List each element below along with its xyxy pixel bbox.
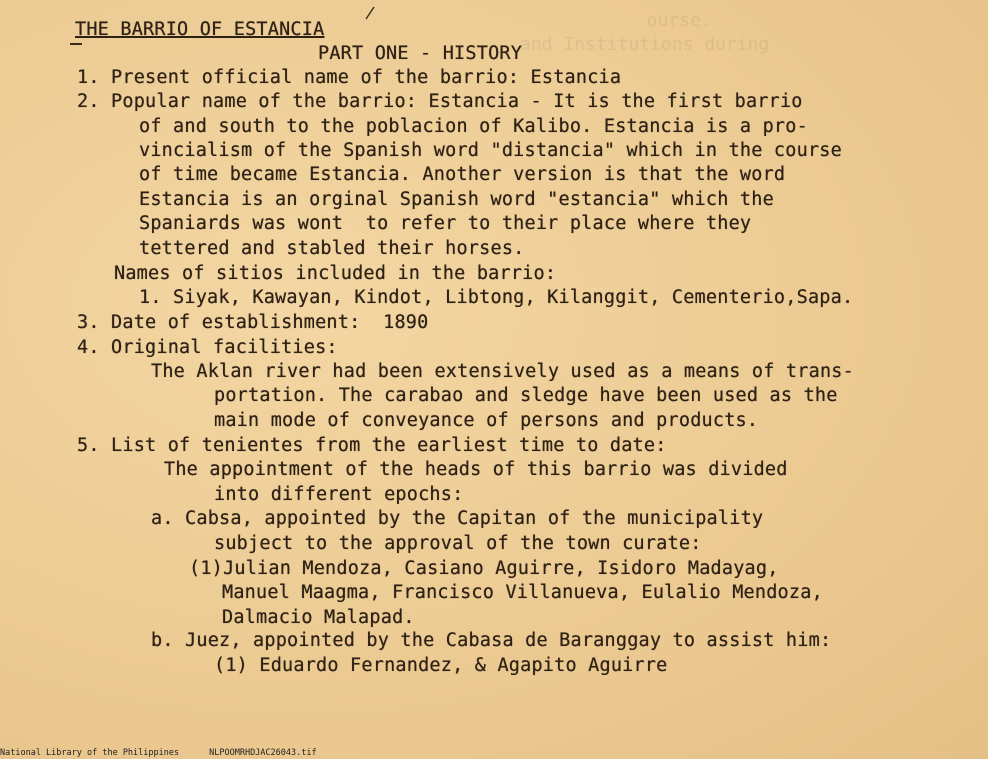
pen-mark	[365, 6, 375, 20]
text-line: main mode of conveyance of persons and products.	[214, 410, 759, 431]
text-line: subject to the approval of the town curate:	[214, 533, 702, 554]
text-line: (1)Julian Mendoza, Casiano Aguirre, Isidoro Madayag,	[189, 558, 779, 579]
document-title: THE BARRIO OF ESTANCIA	[75, 19, 325, 40]
file-name: NLPOOMRHDJAC26043.tif	[209, 748, 317, 758]
scan-footer	[0, 748, 347, 759]
text-line: 3. Date of establishment: 1890	[77, 312, 429, 333]
bleed-through-text: ourse.	[430, 10, 712, 31]
text-line: Spaniards was wont to refer to their place where they	[139, 213, 752, 234]
text-line: (1) Eduardo Fernandez, & Agapito Aguirre	[214, 655, 668, 676]
text-line: portation. The carabao and sledge have been used as the	[214, 385, 838, 406]
text-line: 5. List of tenientes from the earliest time to date:	[77, 435, 667, 456]
text-line: Names of sitios included in the barrio:	[114, 263, 557, 284]
section-heading: PART ONE - HISTORY	[318, 43, 523, 64]
text-line: 1. Present official name of the barrio: Estancia	[77, 67, 622, 88]
text-line: The Aklan river had been extensively used as a means of trans-	[151, 361, 854, 382]
text-line: into different epochs:	[214, 484, 464, 505]
pen-dash	[70, 43, 82, 45]
text-line: 1. Siyak, Kawayan, Kindot, Libtong, Kilanggit, Cementerio,Sapa.	[139, 287, 854, 308]
text-line: of time became Estancia. Another version is that the word	[139, 164, 786, 185]
text-line: The appointment of the heads of this barrio was divided	[164, 459, 788, 480]
text-line: Manuel Maagma, Francisco Villanueva, Eulalio Mendoza,	[222, 582, 823, 603]
text-line: vincialism of the Spanish word "distancia" which in the course	[139, 140, 842, 161]
bleed-through-text: and Institutions during	[520, 34, 770, 55]
text-line: 4. Original facilities:	[77, 337, 338, 358]
text-line: 2. Popular name of the barrio: Estancia - It is the first barrio	[77, 91, 803, 112]
text-line: of and south to the poblacion of Kalibo. Estancia is a pro-	[139, 116, 808, 137]
library-credit: National Library of the Philippines	[0, 748, 180, 758]
text-line: Estancia is an orginal Spanish word "estancia" which the	[139, 189, 774, 210]
text-line: a. Cabsa, appointed by the Capitan of the municipality	[151, 508, 764, 529]
text-line: b. Juez, appointed by the Cabasa de Baranggay to assist him:	[151, 630, 832, 651]
text-line: tettered and stabled their horses.	[139, 238, 525, 259]
text-line: Dalmacio Malapad.	[222, 607, 415, 628]
